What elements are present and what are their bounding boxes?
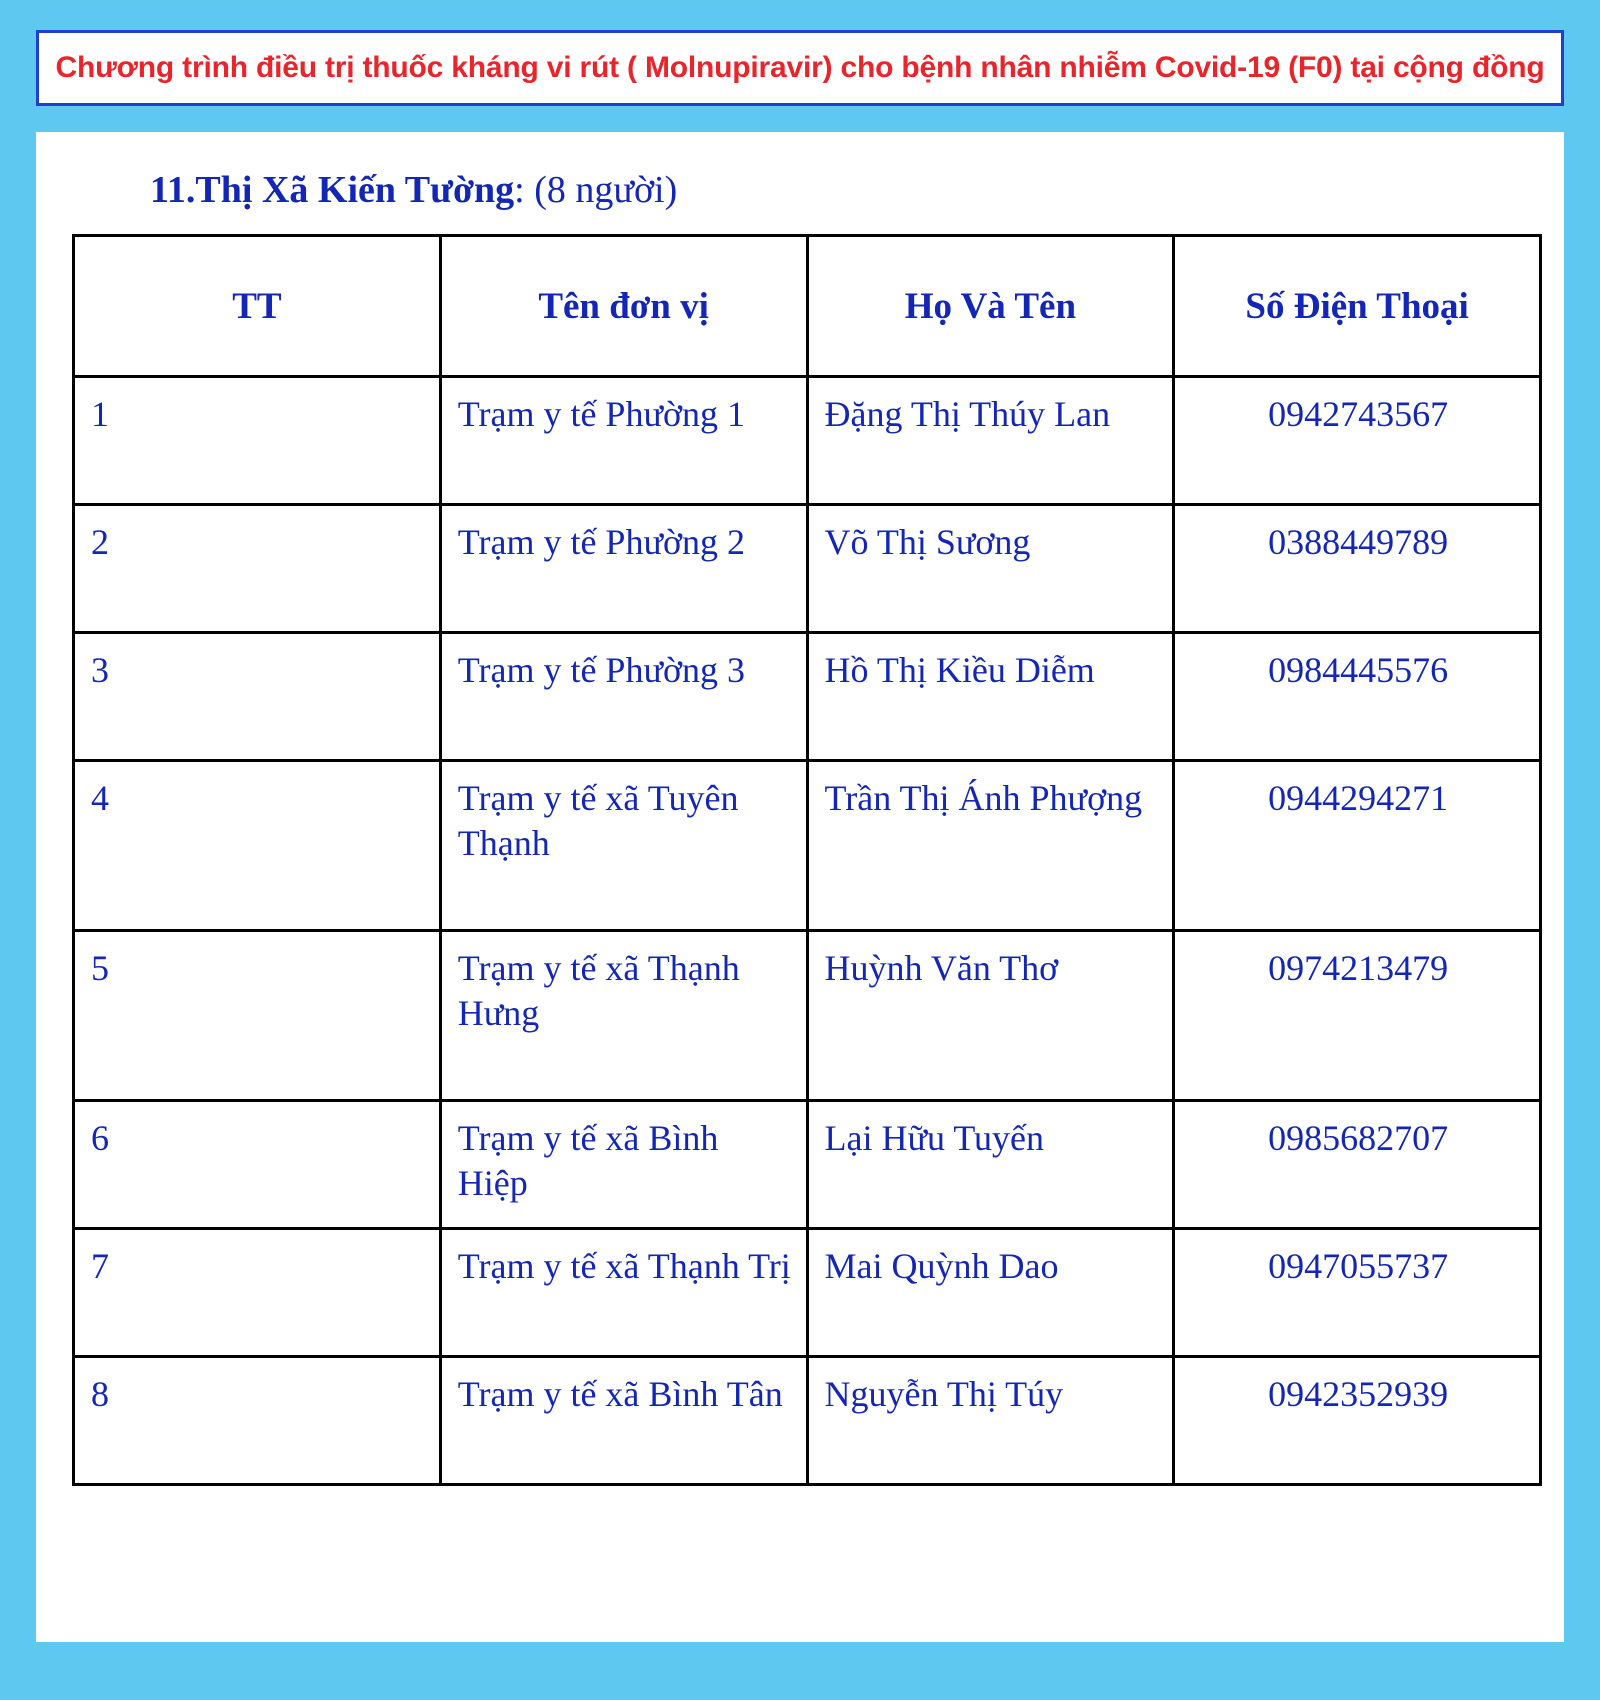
cell-phone: 0947055737 [1174,1229,1541,1357]
cell-name: Lại Hữu Tuyến [807,1101,1174,1229]
content-sheet [36,132,1564,1642]
cell-phone: 0944294271 [1174,761,1541,931]
cell-unit: Trạm y tế xã Thạnh Trị [440,1229,807,1357]
table-row [74,633,1541,761]
section-heading [150,168,1528,212]
cell-name: Nguyễn Thị Túy [807,1357,1174,1485]
cell-tt: 5 [74,931,441,1101]
table-header [74,236,1541,377]
table-row [74,377,1541,505]
cell-tt: 4 [74,761,441,931]
column-header-phone: Số Điện Thoại [1174,236,1541,377]
cell-unit: Trạm y tế xã Bình Tân [440,1357,807,1485]
cell-tt: 1 [74,377,441,505]
program-banner [36,30,1564,106]
cell-unit: Trạm y tế xã Bình Hiệp [440,1101,807,1229]
cell-tt: 3 [74,633,441,761]
cell-phone: 0942352939 [1174,1357,1541,1485]
cell-unit: Trạm y tế Phường 1 [440,377,807,505]
cell-name: Trần Thị Ánh Phượng [807,761,1174,931]
table-header-row [74,236,1541,377]
cell-unit: Trạm y tế Phường 2 [440,505,807,633]
cell-name: Huỳnh Văn Thơ [807,931,1174,1101]
table-row [74,505,1541,633]
cell-phone: 0985682707 [1174,1101,1541,1229]
cell-tt: 8 [74,1357,441,1485]
cell-phone: 0984445576 [1174,633,1541,761]
cell-phone: 0974213479 [1174,931,1541,1101]
table-row [74,1357,1541,1485]
cell-name: Võ Thị Sương [807,505,1174,633]
table-body [74,377,1541,1485]
cell-name: Đặng Thị Thúy Lan [807,377,1174,505]
cell-unit: Trạm y tế Phường 3 [440,633,807,761]
cell-unit: Trạm y tế xã Tuyên Thạnh [440,761,807,931]
column-header-unit: Tên đơn vị [440,236,807,377]
cell-tt: 2 [74,505,441,633]
table-row [74,761,1541,931]
column-header-name: Họ Và Tên [807,236,1174,377]
cell-tt: 6 [74,1101,441,1229]
cell-name: Hồ Thị Kiều Diễm [807,633,1174,761]
section-heading-title: 11.Thị Xã Kiến Tường [150,169,515,211]
cell-phone: 0388449789 [1174,505,1541,633]
cell-unit: Trạm y tế xã Thạnh Hưng [440,931,807,1101]
cell-tt: 7 [74,1229,441,1357]
banner-title: Chương trình điều trị thuốc kháng vi rút ( Molnupiravir) cho bệnh nhân nhiễm Covid-19 (F0) tại cộng đồng [55,51,1545,84]
column-header-tt: TT [74,236,441,377]
contacts-table [72,234,1542,1486]
table-row [74,1101,1541,1229]
cell-name: Mai Quỳnh Dao [807,1229,1174,1357]
table-row [74,1229,1541,1357]
section-heading-count: : (8 người) [514,169,678,211]
table-row [74,931,1541,1101]
cell-phone: 0942743567 [1174,377,1541,505]
